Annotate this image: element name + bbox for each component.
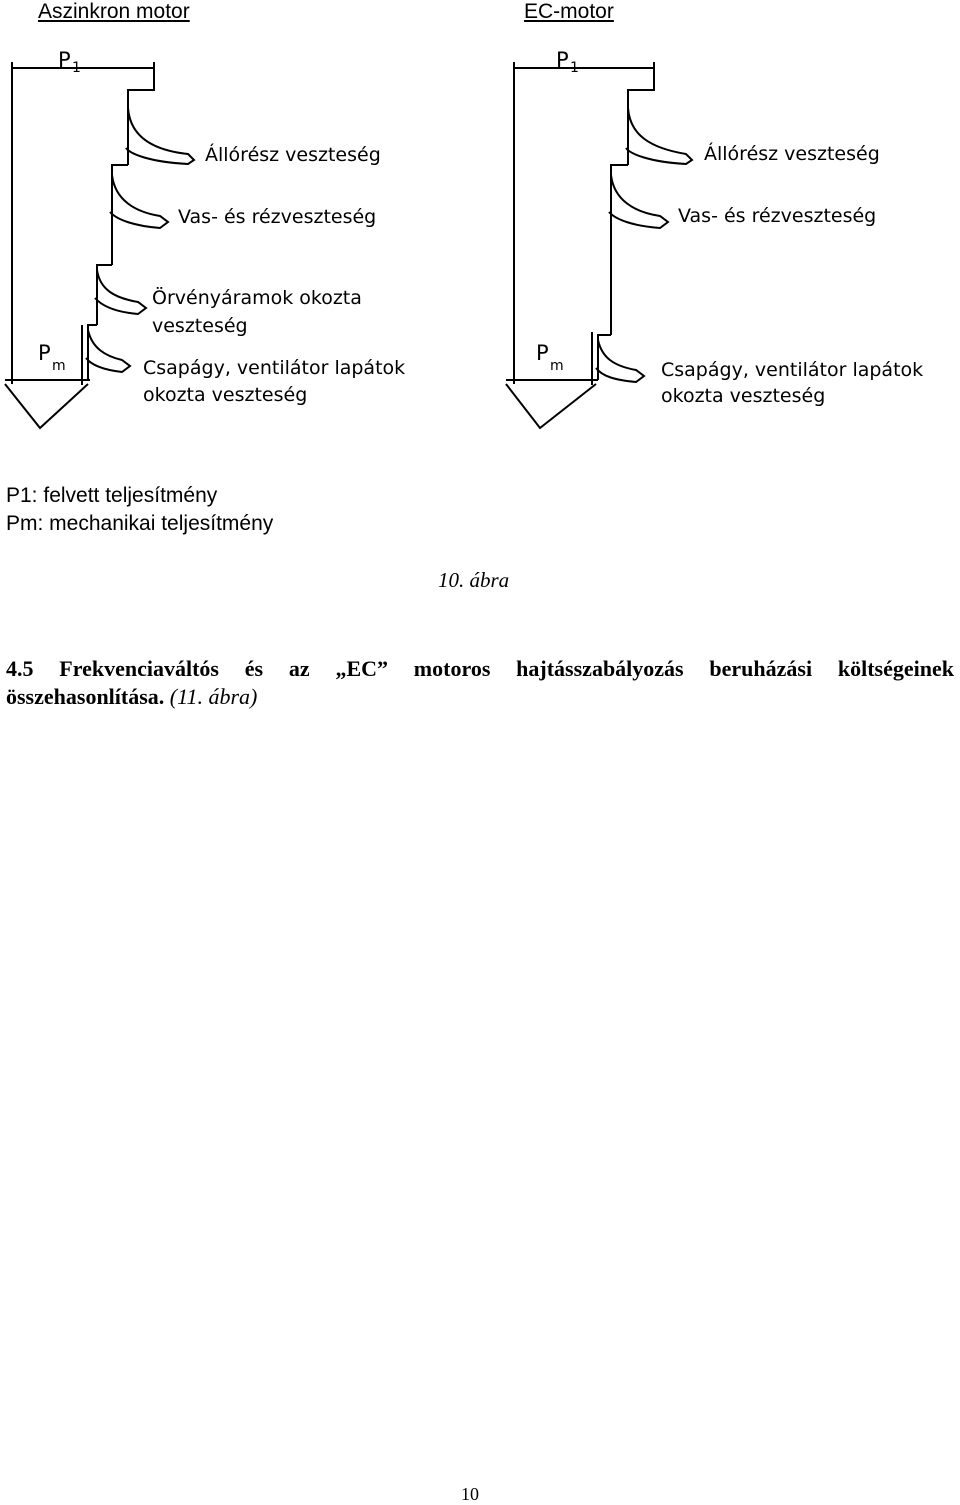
loss-label-bearing-2: okozta veszteség <box>143 384 308 406</box>
pm-subscript: m <box>550 358 564 374</box>
asynchronous-motor-power-flow-diagram <box>0 40 450 440</box>
loss-label-iron-copper: Vas- és rézveszteség <box>678 205 877 227</box>
loss-branch-1 <box>126 108 194 164</box>
pm-subscript: m <box>52 358 66 374</box>
loss-label-bearing-1: Csapágy, ventilátor lapátok <box>143 357 406 379</box>
loss-label-bearing-2: okozta veszteség <box>661 385 826 407</box>
flow-step-3 <box>97 265 112 270</box>
loss-label-eddy-2: veszteség <box>152 315 248 337</box>
section-heading <box>6 655 954 711</box>
flow-step-1 <box>628 75 654 108</box>
ec-motor-title: EC-motor <box>524 0 614 23</box>
loss-branch-2 <box>110 175 168 228</box>
section-heading-text: 4.5 Frekvenciaváltós és az „EC” motoros hajtásszabályozás beruházási költségeinek összehasonlítása. <box>6 656 954 709</box>
p1-subscript: 1 <box>72 60 81 76</box>
flow-step-3 <box>598 335 611 340</box>
flow-step-4 <box>88 325 97 330</box>
ec-motor-power-flow-diagram <box>498 40 948 440</box>
flow-step-2 <box>611 165 628 175</box>
loss-branch-4 <box>86 330 130 372</box>
flow-step-1 <box>128 75 154 108</box>
legend-p1: P1: felvett teljesítmény <box>6 484 218 507</box>
loss-label-stator: Állórész veszteség <box>704 143 880 165</box>
p1-symbol: P <box>58 48 71 72</box>
loss-branch-2 <box>609 175 668 228</box>
loss-branch-1 <box>626 108 692 164</box>
loss-label-iron-copper: Vas- és rézveszteség <box>178 206 377 228</box>
loss-branch-3 <box>95 270 146 314</box>
p1-subscript: 1 <box>570 60 579 76</box>
loss-label-bearing-1: Csapágy, ventilátor lapátok <box>661 359 924 381</box>
pm-symbol: P <box>536 341 549 365</box>
figure-caption: 10. ábra <box>438 568 510 592</box>
pm-output-arrow <box>5 384 88 428</box>
loss-label-stator: Állórész veszteség <box>205 144 381 166</box>
page-number: 10 <box>461 1484 479 1504</box>
loss-branch-3 <box>596 340 644 382</box>
p1-symbol: P <box>556 48 569 72</box>
loss-label-eddy-1: Örvényáramok okozta <box>152 287 362 309</box>
flow-step-2 <box>112 165 128 175</box>
pm-output-arrow <box>506 384 596 428</box>
pm-symbol: P <box>38 341 51 365</box>
legend-pm: Pm: mechanikai teljesítmény <box>6 512 274 535</box>
asynchronous-motor-title: Aszinkron motor <box>38 0 190 23</box>
figure-reference: (11. ábra) <box>169 684 258 709</box>
